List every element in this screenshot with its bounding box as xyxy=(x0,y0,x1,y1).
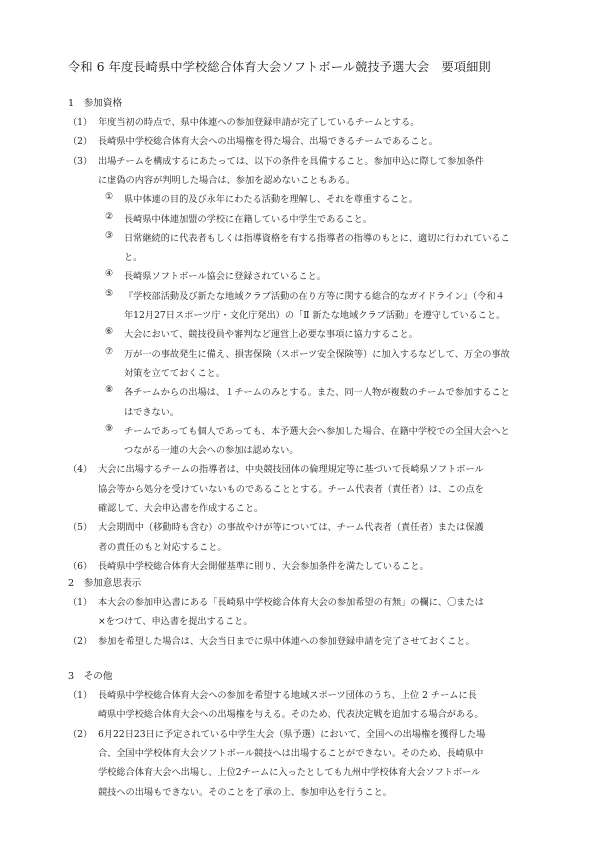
paragraph-line xyxy=(0,172,595,190)
paragraph-line xyxy=(0,365,595,383)
item-label: ① xyxy=(105,191,114,203)
paragraph-line xyxy=(0,764,595,782)
item-label: ⑧ xyxy=(105,384,114,396)
item-text: 対策を立てておくこと。 xyxy=(124,367,226,379)
item-text: 崎県中学校総合体育大会への出場権を与える。そのため、代表決定戦を追加する場合がある。 xyxy=(98,709,484,721)
paragraph-line xyxy=(0,442,595,460)
paragraph-line xyxy=(0,307,595,325)
item-text: 長崎県ソフトボール協会に登録されていること。 xyxy=(124,271,326,283)
paragraph-line xyxy=(0,133,595,151)
item-text: 出場チームを構成するにあたっては、以下の条件を具備すること。参加申込に際して参加条件 xyxy=(98,155,484,167)
paragraph-line xyxy=(0,745,595,763)
item-text: 長崎県中体連加盟の学校に在籍している中学生であること。 xyxy=(124,213,373,225)
item-label: （1） xyxy=(68,597,93,608)
item-text: 確認して、大会申込書を作成すること。 xyxy=(98,503,264,514)
item-text: 大会において、競技役員や審判など運営上必要な事項に協力すること。 xyxy=(124,329,418,341)
paragraph-line xyxy=(0,539,595,557)
paragraph-line xyxy=(0,633,595,651)
item-label: ② xyxy=(105,210,114,222)
item-text: 大会期間中（移動時も含む）の事故やけが等については、チーム代表者（責任者）または保護 xyxy=(98,522,484,534)
paragraph-line xyxy=(0,268,595,286)
item-text: と。 xyxy=(124,252,143,264)
item-label: （6） xyxy=(68,560,93,572)
paragraph-line xyxy=(0,114,595,132)
section-heading: 1 参加資格 xyxy=(68,98,123,109)
paragraph-line xyxy=(0,687,595,705)
paragraph-line xyxy=(0,726,595,744)
item-label: （2） xyxy=(68,728,93,740)
item-text: はできない。 xyxy=(124,406,180,418)
item-label: ⑤ xyxy=(105,287,114,299)
item-text: 年度当初の時点で、県中体連への参加登録申請が完了しているチームとする。 xyxy=(98,117,420,128)
item-label: ⑥ xyxy=(105,326,114,338)
paragraph-line xyxy=(0,326,595,344)
item-text: 大会に出場するチームの指導者は、中央競技団体の倫理規定等に基づいて長崎県ソフトボール xyxy=(98,464,484,476)
paragraph-line xyxy=(0,594,595,612)
document-title: 令和 6 年度長崎県中学校総合体育大会ソフトボール競技予選大会 要項細則 xyxy=(68,60,491,74)
item-label: （3） xyxy=(68,155,93,167)
item-text: 長崎県中学校総合体育大会開催基準に則り、大会参加条件を満たしていること。 xyxy=(98,560,429,572)
paragraph-line xyxy=(0,153,595,171)
item-text: ×をつけて、申込書を提出すること。 xyxy=(98,616,253,628)
item-text: つながる一連の大会への参加は認めない。 xyxy=(124,445,299,457)
item-text: 各チームからの出場は、１チームのみとする。また、同一人物が複数のチームで参加すること xyxy=(124,387,510,399)
item-label: （4） xyxy=(68,464,93,476)
paragraph-line xyxy=(0,230,595,248)
item-label: ⑨ xyxy=(105,422,114,434)
paragraph-line xyxy=(0,211,595,229)
paragraph-line xyxy=(0,500,595,518)
item-text: 合、全国中学校体育大会ソフトボール競技へは出場することができない。そのため、長崎県中 xyxy=(98,747,484,759)
item-text: 参加を希望した場合は、大会当日までに県中体連への参加登録申請を完了させておくこと。 xyxy=(98,635,475,647)
paragraph-line xyxy=(0,613,595,631)
paragraph-line xyxy=(0,384,595,402)
item-text: 競技への出場もできない。そのことを了承の上、参加申込を行うこと。 xyxy=(98,786,392,798)
item-label: ⑦ xyxy=(105,345,114,357)
item-text: 日常継続的に代表者もしくは指導資格を有する指導者の指導のもとに、適切に行われているこ xyxy=(124,232,510,244)
item-text: 長崎県中学校総合体育大会への参加を希望する地域スポーツ団体のうち、上位 2 チームに長 xyxy=(98,690,477,701)
item-text: 学校総合体育大会へ出場し、上位2チームに入ったとしても九州中学校体育大会ソフトボール xyxy=(98,767,481,779)
item-text: チームであっても個人であっても、本予選大会へ参加した場合、在籍中学校での全国大会へと xyxy=(124,425,510,437)
item-label: ③ xyxy=(105,229,114,241)
paragraph-line xyxy=(0,249,595,267)
paragraph-line xyxy=(0,191,595,209)
paragraph-line xyxy=(0,519,595,537)
section-heading: 2 参加意思表示 xyxy=(68,578,142,589)
paragraph-line xyxy=(0,784,595,802)
item-text: 万が一の事故発生に備え、損害保険（スポーツ安全保険等）に加入するなどして、万全の事故 xyxy=(124,348,510,360)
item-label: （5） xyxy=(68,522,93,534)
paragraph-line xyxy=(0,288,595,306)
section-heading: 3 その他 xyxy=(68,671,113,682)
item-label: ④ xyxy=(105,268,114,280)
item-label: （2） xyxy=(68,136,93,148)
paragraph-line xyxy=(0,558,595,576)
paragraph-line xyxy=(0,404,595,422)
paragraph-line xyxy=(0,706,595,724)
item-text: 者の責任のもと対応すること。 xyxy=(98,541,227,553)
item-label: （1） xyxy=(68,690,93,701)
paragraph-line xyxy=(0,423,595,441)
item-text: 県中体連の目的及び永年にわたる活動を理解し、それを尊重すること。 xyxy=(124,194,418,206)
item-label: （2） xyxy=(68,635,93,647)
item-text: 長崎県中学校総合体育大会への出場権を得た場合、出場できるチームであること。 xyxy=(98,136,438,148)
item-text: 6月22日23日に予定されている中学生大会（県予選）において、全国への出場権を獲得した場 xyxy=(98,728,486,740)
item-text: 本大会の参加申込書にある「長崎県中学校総合体育大会の参加希望の有無」の欄に、〇または xyxy=(98,597,484,608)
item-text: 『学校部活動及び新たな地域クラブ活動の在り方等に関する総合的なガイドライン』（令和４ xyxy=(124,290,505,302)
paragraph-line xyxy=(0,461,595,479)
item-text: 協会等から処分を受けていないものであることとする。チーム代表者（責任者）は、この点を xyxy=(98,483,484,495)
item-label: （1） xyxy=(68,117,93,128)
paragraph-line xyxy=(0,481,595,499)
item-text: 年12月27日スポーツ庁・文化庁発出）の「Ⅱ 新たな地域クラブ活動」を遵守していること。 xyxy=(124,310,506,321)
item-text: に虚偽の内容が判明した場合は、参加を認めないこともある。 xyxy=(98,174,356,186)
paragraph-line xyxy=(0,346,595,364)
